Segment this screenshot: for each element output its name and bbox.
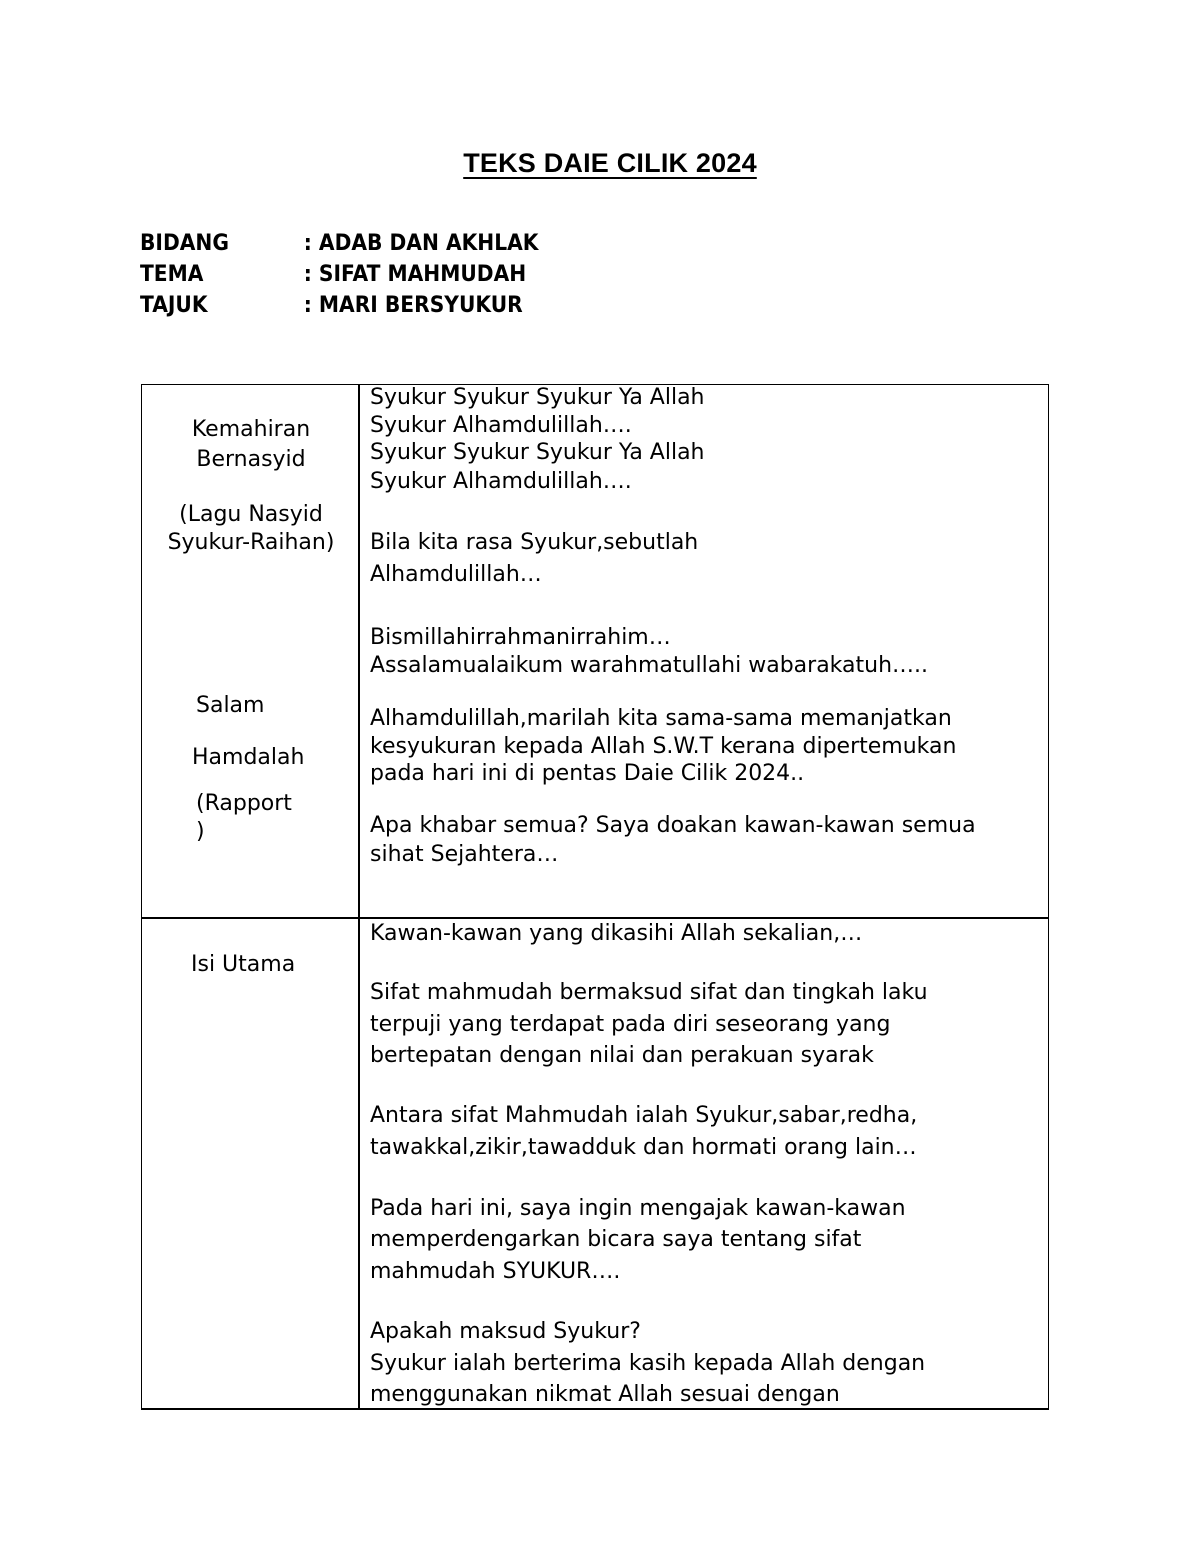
isi-line: Pada hari ini, saya ingin mengajak kawan-kawan [370,1196,906,1221]
meta-value: : MARI BERSYUKUR [303,293,523,318]
meta-key: BIDANG [140,231,229,256]
meta-value: : SIFAT MAHMUDAH [303,262,527,287]
isi-line: tawakkal,zikir,tawadduk dan hormati orang lain… [370,1135,917,1160]
isi-line: Antara sifat Mahmudah ialah Syukur,sabar,redha, [370,1103,918,1128]
meta-row-tema [140,259,538,290]
label-kemahiran: Kemahiran [191,417,311,442]
document-metadata [140,228,538,321]
rapport-line: Apa khabar semua? Saya doakan kawan-kawan semua [370,813,976,838]
meta-row-tajuk [140,290,538,321]
label-isi-utama: Isi Utama [191,952,296,977]
salam-line: Bismillahirrahmanirrahim… [370,625,671,650]
isi-line: bertepatan dengan nilai dan perakuan syarak [370,1043,874,1068]
label-lagu-nasyid: (Lagu Nasyid [179,502,323,527]
hamdalah-line: Alhamdulillah,marilah kita sama-sama memanjatkan [370,706,952,731]
nasyid-line: Syukur Syukur Syukur Ya Allah [370,385,705,410]
nasyid-line: Syukur Alhamdulillah…. [370,413,632,438]
meta-key: TAJUK [140,293,208,318]
label-bernasyid: Bernasyid [196,447,306,472]
isi-line: Apakah maksud Syukur? [370,1319,641,1344]
isi-line: menggunakan nikmat Allah sesuai dengan [370,1382,840,1407]
salam-line: Assalamualaikum warahmatullahi wabarakatuh….. [370,653,929,678]
label-rapport-close: ) [196,819,205,844]
meta-value: : ADAB DAN AKHLAK [303,231,539,256]
isi-line: Kawan-kawan yang dikasihi Allah sekalian,… [370,921,863,946]
isi-line: Syukur ialah berterima kasih kepada Allah dengan [370,1351,926,1376]
isi-line: mahmudah SYUKUR…. [370,1259,621,1284]
isi-line: terpuji yang terdapat pada diri seseorang yang [370,1012,891,1037]
meta-row-bidang [140,228,538,259]
label-syukur-raihan: Syukur-Raihan) [167,530,335,555]
nasyid-line: Syukur Syukur Syukur Ya Allah [370,440,705,465]
isi-line: Sifat mahmudah bermaksud sifat dan tingkah laku [370,980,928,1005]
table-column-divider [358,384,360,1410]
table-row-divider [141,917,1049,919]
label-salam: Salam [196,693,265,718]
label-hamdalah: Hamdalah [192,745,305,770]
label-rapport: (Rapport [196,791,292,816]
meta-key: TEMA [140,262,204,287]
hamdalah-line: pada hari ini di pentas Daie Cilik 2024.. [370,761,805,786]
rapport-line: sihat Sejahtera… [370,842,559,867]
nasyid-line: Bila kita rasa Syukur,sebutlah [370,530,699,555]
isi-line: memperdengarkan bicara saya tentang sifat [370,1227,862,1252]
nasyid-line: Syukur Alhamdulillah…. [370,469,632,494]
nasyid-line: Alhamdulillah… [370,562,542,587]
document-title: TEKS DAIE CILIK 2024 [463,148,757,178]
hamdalah-line: kesyukuran kepada Allah S.W.T kerana dipertemukan [370,734,957,759]
